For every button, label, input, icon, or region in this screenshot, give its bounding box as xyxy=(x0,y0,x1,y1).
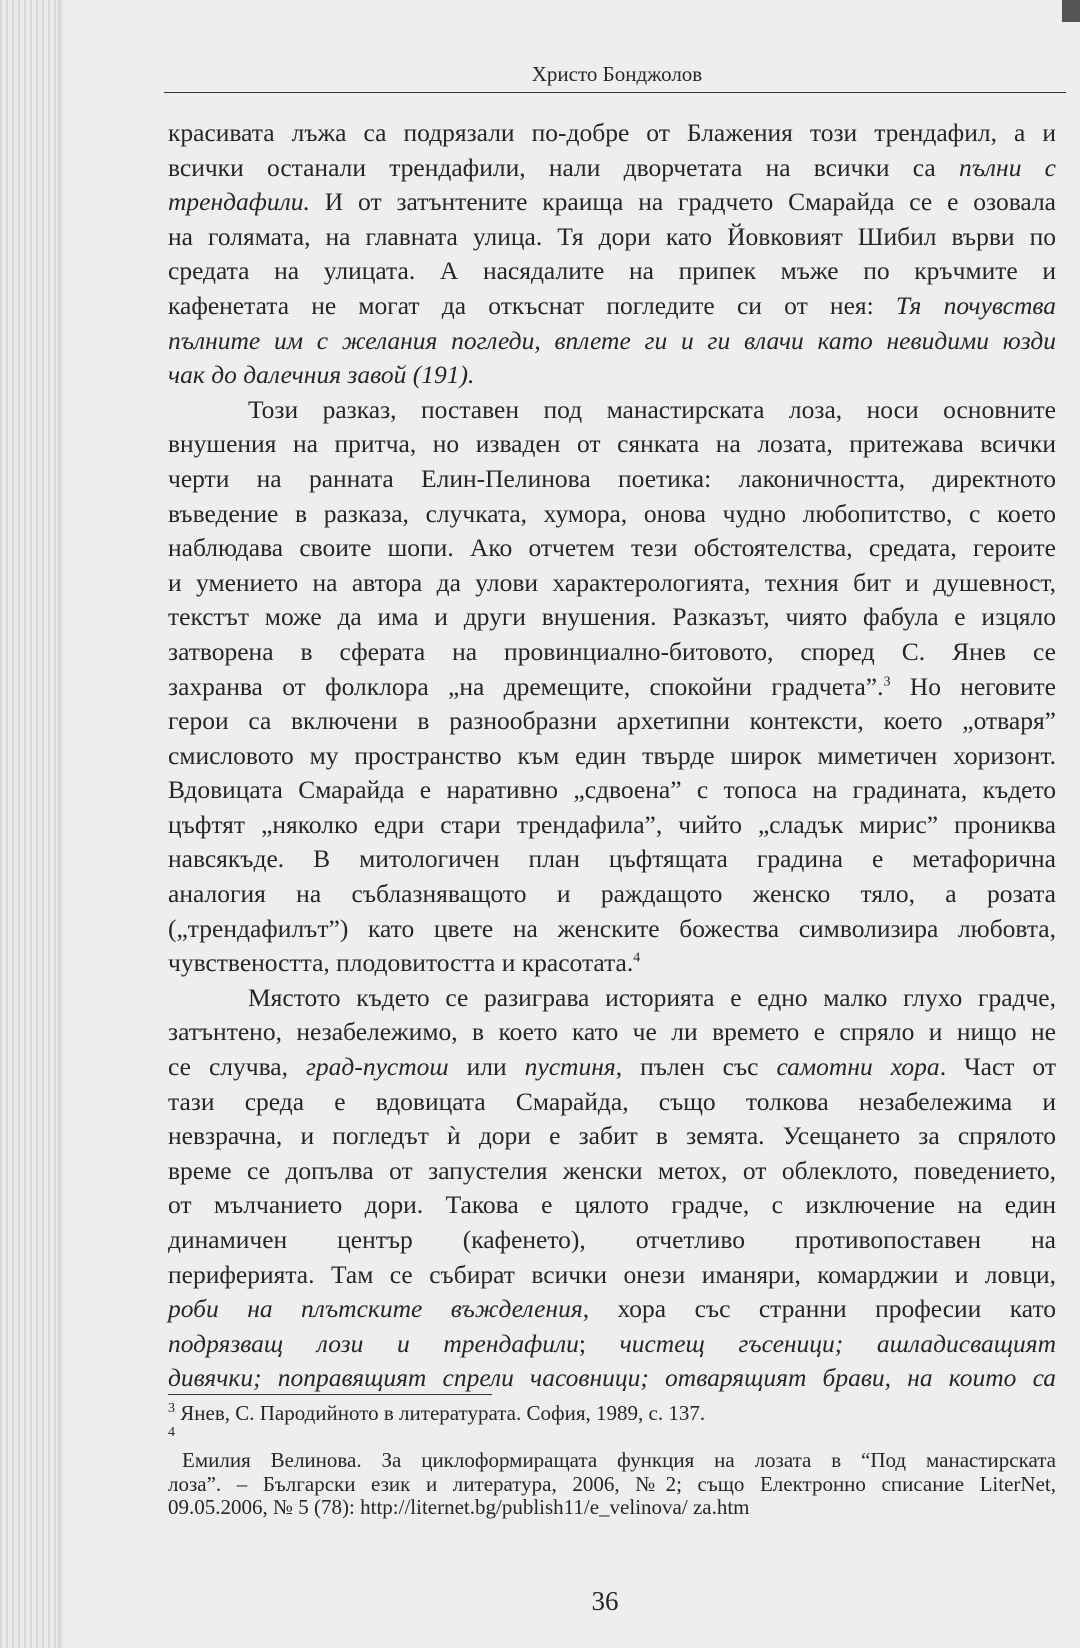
footnote-rule xyxy=(168,1394,492,1395)
text-line xyxy=(168,739,1056,774)
text-line xyxy=(168,1015,1056,1050)
text-line xyxy=(168,220,1056,255)
footnote-4-marker-line xyxy=(168,1426,1056,1450)
text-run: черти на ранната Елин-Пелинова поетика: лаконичността, директното xyxy=(168,463,1056,493)
text-line xyxy=(168,877,1056,912)
text-run: на голямата, на главната улица. Тя дори като Йовковият Шибил върви по xyxy=(168,221,1056,251)
text-run: , хора със странни професии като xyxy=(582,1294,1057,1324)
text-run: аналогия на съблазняващото и раждащото женско тяло, а розата xyxy=(168,879,1056,909)
text-line xyxy=(168,393,1056,428)
text-run: или xyxy=(448,1052,525,1082)
text-run: затворена в сферата на провинциално-битовото, според С. Янев се xyxy=(168,636,1056,666)
text-line xyxy=(168,600,1056,635)
text-line xyxy=(168,808,1056,843)
footnote-4-line: 09.05.2006, № 5 (78): http://liternet.bg/publish11/e_velinova/ za.htm xyxy=(168,1495,750,1519)
page-number: 36 xyxy=(591,1586,619,1616)
text-run: красивата лъжа са подрязали по-добре от Блажения този трендафил, а и xyxy=(168,118,1056,147)
footnote-text: Янев, С. Пародийното в литературата. София, 1989, с. 137. xyxy=(180,1401,706,1425)
footnote-4-line: лоза”. – Български език и литература, 2006, №2; също Електронно списание LiterNet, xyxy=(168,1471,1056,1496)
text-line xyxy=(168,531,1056,566)
text-line xyxy=(168,566,1056,601)
text-run: всички останали трендафили, нали дворчетата на всички са xyxy=(168,152,959,182)
footnote-reference: 4 xyxy=(633,950,641,966)
text-line xyxy=(168,427,1056,462)
text-line xyxy=(168,324,1056,359)
text-run: периферията. Там се събират всички онези иманяри, комарджии и ловци, xyxy=(168,1259,1056,1289)
italic-quote: пълни с xyxy=(958,152,1056,182)
text-line xyxy=(168,497,1056,532)
italic-quote: дивячки; поправящият спрели часовници; отварящият брави, на които са xyxy=(168,1363,1056,1393)
text-run: внушения на притча, но изваден от сянката на лозата, притежава всички xyxy=(168,429,1056,459)
text-line xyxy=(168,635,1056,670)
text-line xyxy=(168,358,1056,393)
text-line xyxy=(168,670,1056,705)
italic-quote: Тя почувства xyxy=(895,290,1056,320)
text-line xyxy=(168,773,1056,808)
text-run: герои са включени в разнообразни архетипни контексти, което „отваря” xyxy=(168,706,1056,736)
footnote-marker: 3 xyxy=(168,1401,175,1416)
text-run: . Част от xyxy=(939,1052,1056,1082)
text-run: време се допълва от запустелия женски метох, от облеклото, поведението, xyxy=(168,1155,1056,1185)
text-line xyxy=(168,116,1056,151)
footnote-marker: 4 xyxy=(168,1424,175,1440)
page-stack-edges xyxy=(0,0,64,1648)
text-run: цъфтят „няколко едри стари трендафила”, чийто „сладък мирис” прониква xyxy=(168,809,1056,839)
footnotes xyxy=(168,1402,1056,1520)
text-run: , пълен със xyxy=(615,1052,777,1082)
text-run: затънтено, незабележимо, в което като че ли времето е спряло и нищо не xyxy=(168,1017,1056,1047)
text-line xyxy=(168,1085,1056,1120)
text-run: ; xyxy=(578,1328,620,1358)
text-run: средата на улицата. А насядалите на припек мъже по кръчмите и xyxy=(168,256,1056,286)
text-run: кафенетата не могат да откъснат погледите си от нея: xyxy=(168,290,896,320)
text-run: динамичен център (кафенето), отчетливо противопоставен на xyxy=(168,1225,1056,1254)
italic-quote: подрязващ лози и трендафили xyxy=(168,1328,579,1358)
text-run: наблюдава своите шопи. Ако отчетем тези обстоятелства, средата, героите xyxy=(168,533,1056,563)
text-line xyxy=(168,1258,1056,1293)
footnote-reference: 3 xyxy=(883,674,891,689)
scan-corner-shadow xyxy=(1062,0,1080,22)
italic-quote: чак до далечния завой (191). xyxy=(168,360,475,390)
text-run: навсякъде. В митологичен план цъфтящата градина е метафорична xyxy=(168,844,1056,874)
text-line xyxy=(168,1327,1056,1362)
text-line xyxy=(168,1188,1056,1223)
text-run: въведение в разказа, случката, хумора, онова чудно любопитство, с което xyxy=(168,498,1056,528)
running-head: Христо Бонджолов xyxy=(531,62,703,86)
text-run: Вдовицата Смарайда е наративно „сдвоена” с топоса на градината, където xyxy=(168,775,1056,805)
text-run: Този разказ, поставен под манастирската лоза, носи основните xyxy=(248,394,1056,424)
text-run: Но неговите xyxy=(890,671,1056,701)
text-run: („трендафилът”) като цвете на женските божества символизира любовта, xyxy=(168,913,1056,943)
body-text xyxy=(168,116,1056,1396)
text-run: Мястото където се разиграва историята е едно малко глухо градче, xyxy=(248,982,1056,1012)
text-line xyxy=(168,842,1056,877)
text-run: и умението на автора да улови характерологията, техния бит и душевност, xyxy=(168,567,1056,597)
text-line xyxy=(168,946,1056,981)
text-line xyxy=(168,1119,1056,1154)
text-line xyxy=(168,254,1056,289)
text-line xyxy=(168,289,1056,324)
text-run: от мълчанието дори. Такова е цялото градче, с изключение на един xyxy=(168,1190,1056,1220)
text-run: текстът може да има и други внушения. Разказът, чиято фабула е изцяло xyxy=(168,602,1056,632)
italic-quote: роби на плътските въжделения xyxy=(168,1294,583,1324)
header-rule xyxy=(164,92,1066,93)
text-line xyxy=(168,185,1056,220)
text-run: невзрачна, и погледът ѝ дори е забит в земята. Усещането за спрялото xyxy=(168,1121,1056,1151)
text-line xyxy=(168,1361,1056,1396)
text-line xyxy=(168,1223,1056,1258)
italic-quote: пълните им с желания погледи, вплете ги и ги влачи като невидими юзди xyxy=(168,325,1056,355)
text-line xyxy=(168,462,1056,497)
text-line xyxy=(168,1154,1056,1189)
text-run: се случва, xyxy=(168,1052,306,1082)
italic-quote: град-пустош xyxy=(305,1052,449,1082)
italic-quote: трендафили. xyxy=(168,187,310,217)
italic-quote: пустиня xyxy=(524,1052,616,1082)
italic-quote: самотни хора xyxy=(776,1052,940,1082)
text-run: захранва от фолклора „на дремещите, спокойни градчета”. xyxy=(168,671,884,701)
italic-quote: чистещ гъсеници; ашладисващият xyxy=(619,1328,1056,1358)
text-line xyxy=(168,981,1056,1016)
footnote-3 xyxy=(168,1402,1056,1426)
text-run: И от затънтените краища на градчето Смарайда се е озовала xyxy=(309,187,1056,217)
text-line xyxy=(168,704,1056,739)
text-line xyxy=(168,1292,1056,1327)
text-run: смисловото му пространство към един твърде широк миметичен хоризонт. xyxy=(168,740,1056,770)
footnote-4-line: Емилия Велинова. За циклоформиращата функция на лозата в “Под манастирската xyxy=(182,1448,1056,1472)
text-line xyxy=(168,912,1056,947)
text-line xyxy=(168,151,1056,186)
text-run: чувствеността, плодовитостта и красотата. xyxy=(168,948,634,978)
text-run: тази среда е вдовицата Смарайда, също толкова незабележима и xyxy=(168,1086,1056,1116)
text-line xyxy=(168,1050,1056,1085)
